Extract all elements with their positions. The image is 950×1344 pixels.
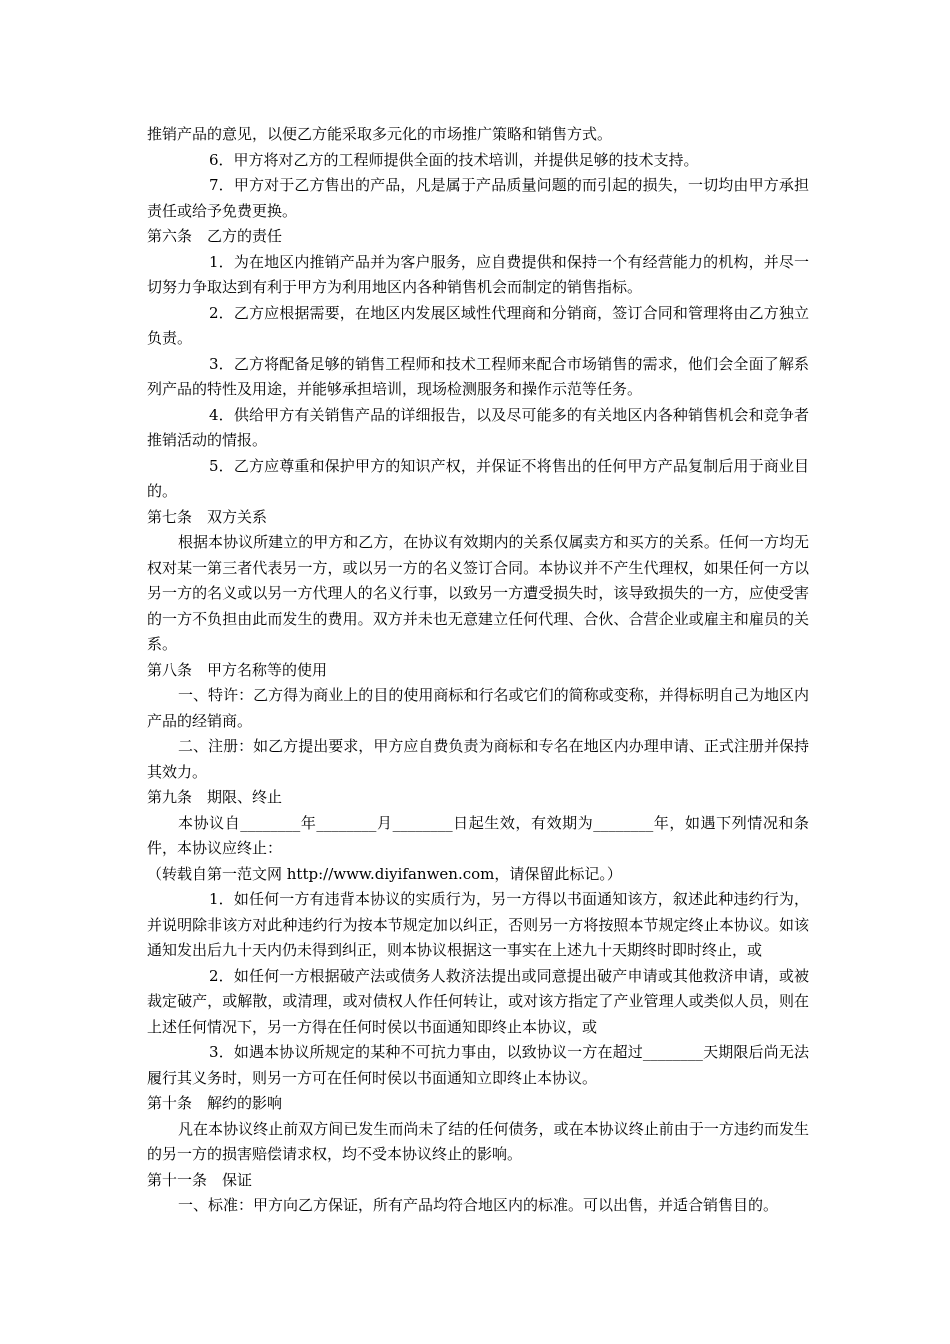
clause-8-1: 一、特许：乙方得为商业上的目的使用商标和行名或它们的简称或变称，并得标明自己为地区内产品的经销商。 <box>147 686 809 730</box>
source-note: （转载自第一范文网 http://www.diyifanwen.com，请保留此标记。） <box>147 864 622 883</box>
clause-9-1: 1．如任何一方有违背本协议的实质行为，另一方得以书面通知该方，叙述此种违约行为，并说明除非该方对此种违约行为按本节规定加以纠正，否则另一方将按照本节规定终止本协议。如该通知发出后九十天内仍未得到纠正，则本协议根据这一事实在上述九十天期终时即时终止，或 <box>147 890 809 959</box>
clause-6-4: 4．供给甲方有关销售产品的详细报告，以及尽可能多的有关地区内各种销售机会和竞争者推销活动的情报。 <box>147 405 809 449</box>
clause-6-5: 5．乙方应尊重和保护甲方的知识产权，并保证不将售出的任何甲方产品复制后用于商业目的。 <box>147 456 809 500</box>
clause-6-2: 2．乙方应根据需要，在地区内发展区域性代理商和分销商，签订合同和管理将由乙方独立负责。 <box>147 303 809 347</box>
clause-7-body: 根据本协议所建立的甲方和乙方，在协议有效期内的关系仅属卖方和买方的关系。任何一方均无权对某一第三者代表另一方，或以另一方的名义签订合同。本协议并不产生代理权，如果任何一方以另一方的名义或以另一方代理人的名义行事，以致另一方遭受损失时，该导致损失的一方，应使受害的一方不负担由此而发生的费用。双方并未也无意建立任何代理、合伙、合营企业或雇主和雇员的关系。 <box>147 533 809 653</box>
clause-5-6: 6．甲方将对乙方的工程师提供全面的技术培训，并提供足够的技术支持。 <box>209 150 699 169</box>
clause-10-body: 凡在本协议终止前双方间已发生而尚未了结的任何债务，或在本协议终止前由于一方违约而发生的另一方的损害赔偿请求权，均不受本协议终止的影响。 <box>147 1119 809 1163</box>
paragraph: 推销产品的意见，以便乙方能采取多元化的市场推广策略和销售方式。 <box>147 125 613 143</box>
clause-5-7: 7．甲方对于乙方售出的产品，凡是属于产品质量问题的而引起的损失，一切均由甲方承担责任或给予免费更换。 <box>147 176 809 220</box>
document-page <box>147 122 809 1219</box>
article-7-heading: 第七条 双方关系 <box>147 507 268 526</box>
clause-11-1: 一、标准：甲方向乙方保证，所有产品均符合地区内的标准。可以出售，并适合销售目的。 <box>178 1196 779 1214</box>
article-11-heading: 第十一条 保证 <box>147 1170 253 1189</box>
article-9-heading: 第九条 期限、终止 <box>147 788 283 806</box>
article-10-heading: 第十条 解约的影响 <box>147 1094 283 1112</box>
clause-9-2: 2．如任何一方根据破产法或债务人救济法提出或同意提出破产申请或其他救济申请，或被裁定破产，或解散，或清理，或对债权人作任何转让，或对该方指定了产业管理人或类似人员，则在上述任何情况下，另一方得在任何时侯以书面通知即终止本协议，或 <box>147 966 809 1036</box>
clause-9-3: 3．如遇本协议所规定的某种不可抗力事由，以致协议一方在超过________天期限后尚无法履行其义务时，则另一方可在任何时侯以书面通知立即终止本协议。 <box>147 1043 809 1087</box>
clause-8-2: 二、注册：如乙方提出要求，甲方应自费负责为商标和专名在地区内办理申请、正式注册并保持其效力。 <box>147 737 809 781</box>
clause-6-1: 1．为在地区内推销产品并为客户服务，应自费提供和保持一个有经营能力的机构，并尽一切努力争取达到有利于甲方为利用地区内各种销售机会而制定的销售指标。 <box>147 252 809 296</box>
clause-6-3: 3．乙方将配备足够的销售工程师和技术工程师来配合市场销售的需求，他们会全面了解系列产品的特性及用途，并能够承担培训，现场检测服务和操作示范等任务。 <box>147 354 809 398</box>
article-6-heading: 第六条 乙方的责任 <box>147 227 283 245</box>
clause-9-intro: 本协议自________年________月________日起生效，有效期为________年，如遇下列情况和条件，本协议应终止： <box>147 813 809 857</box>
article-8-heading: 第八条 甲方名称等的使用 <box>147 660 328 679</box>
